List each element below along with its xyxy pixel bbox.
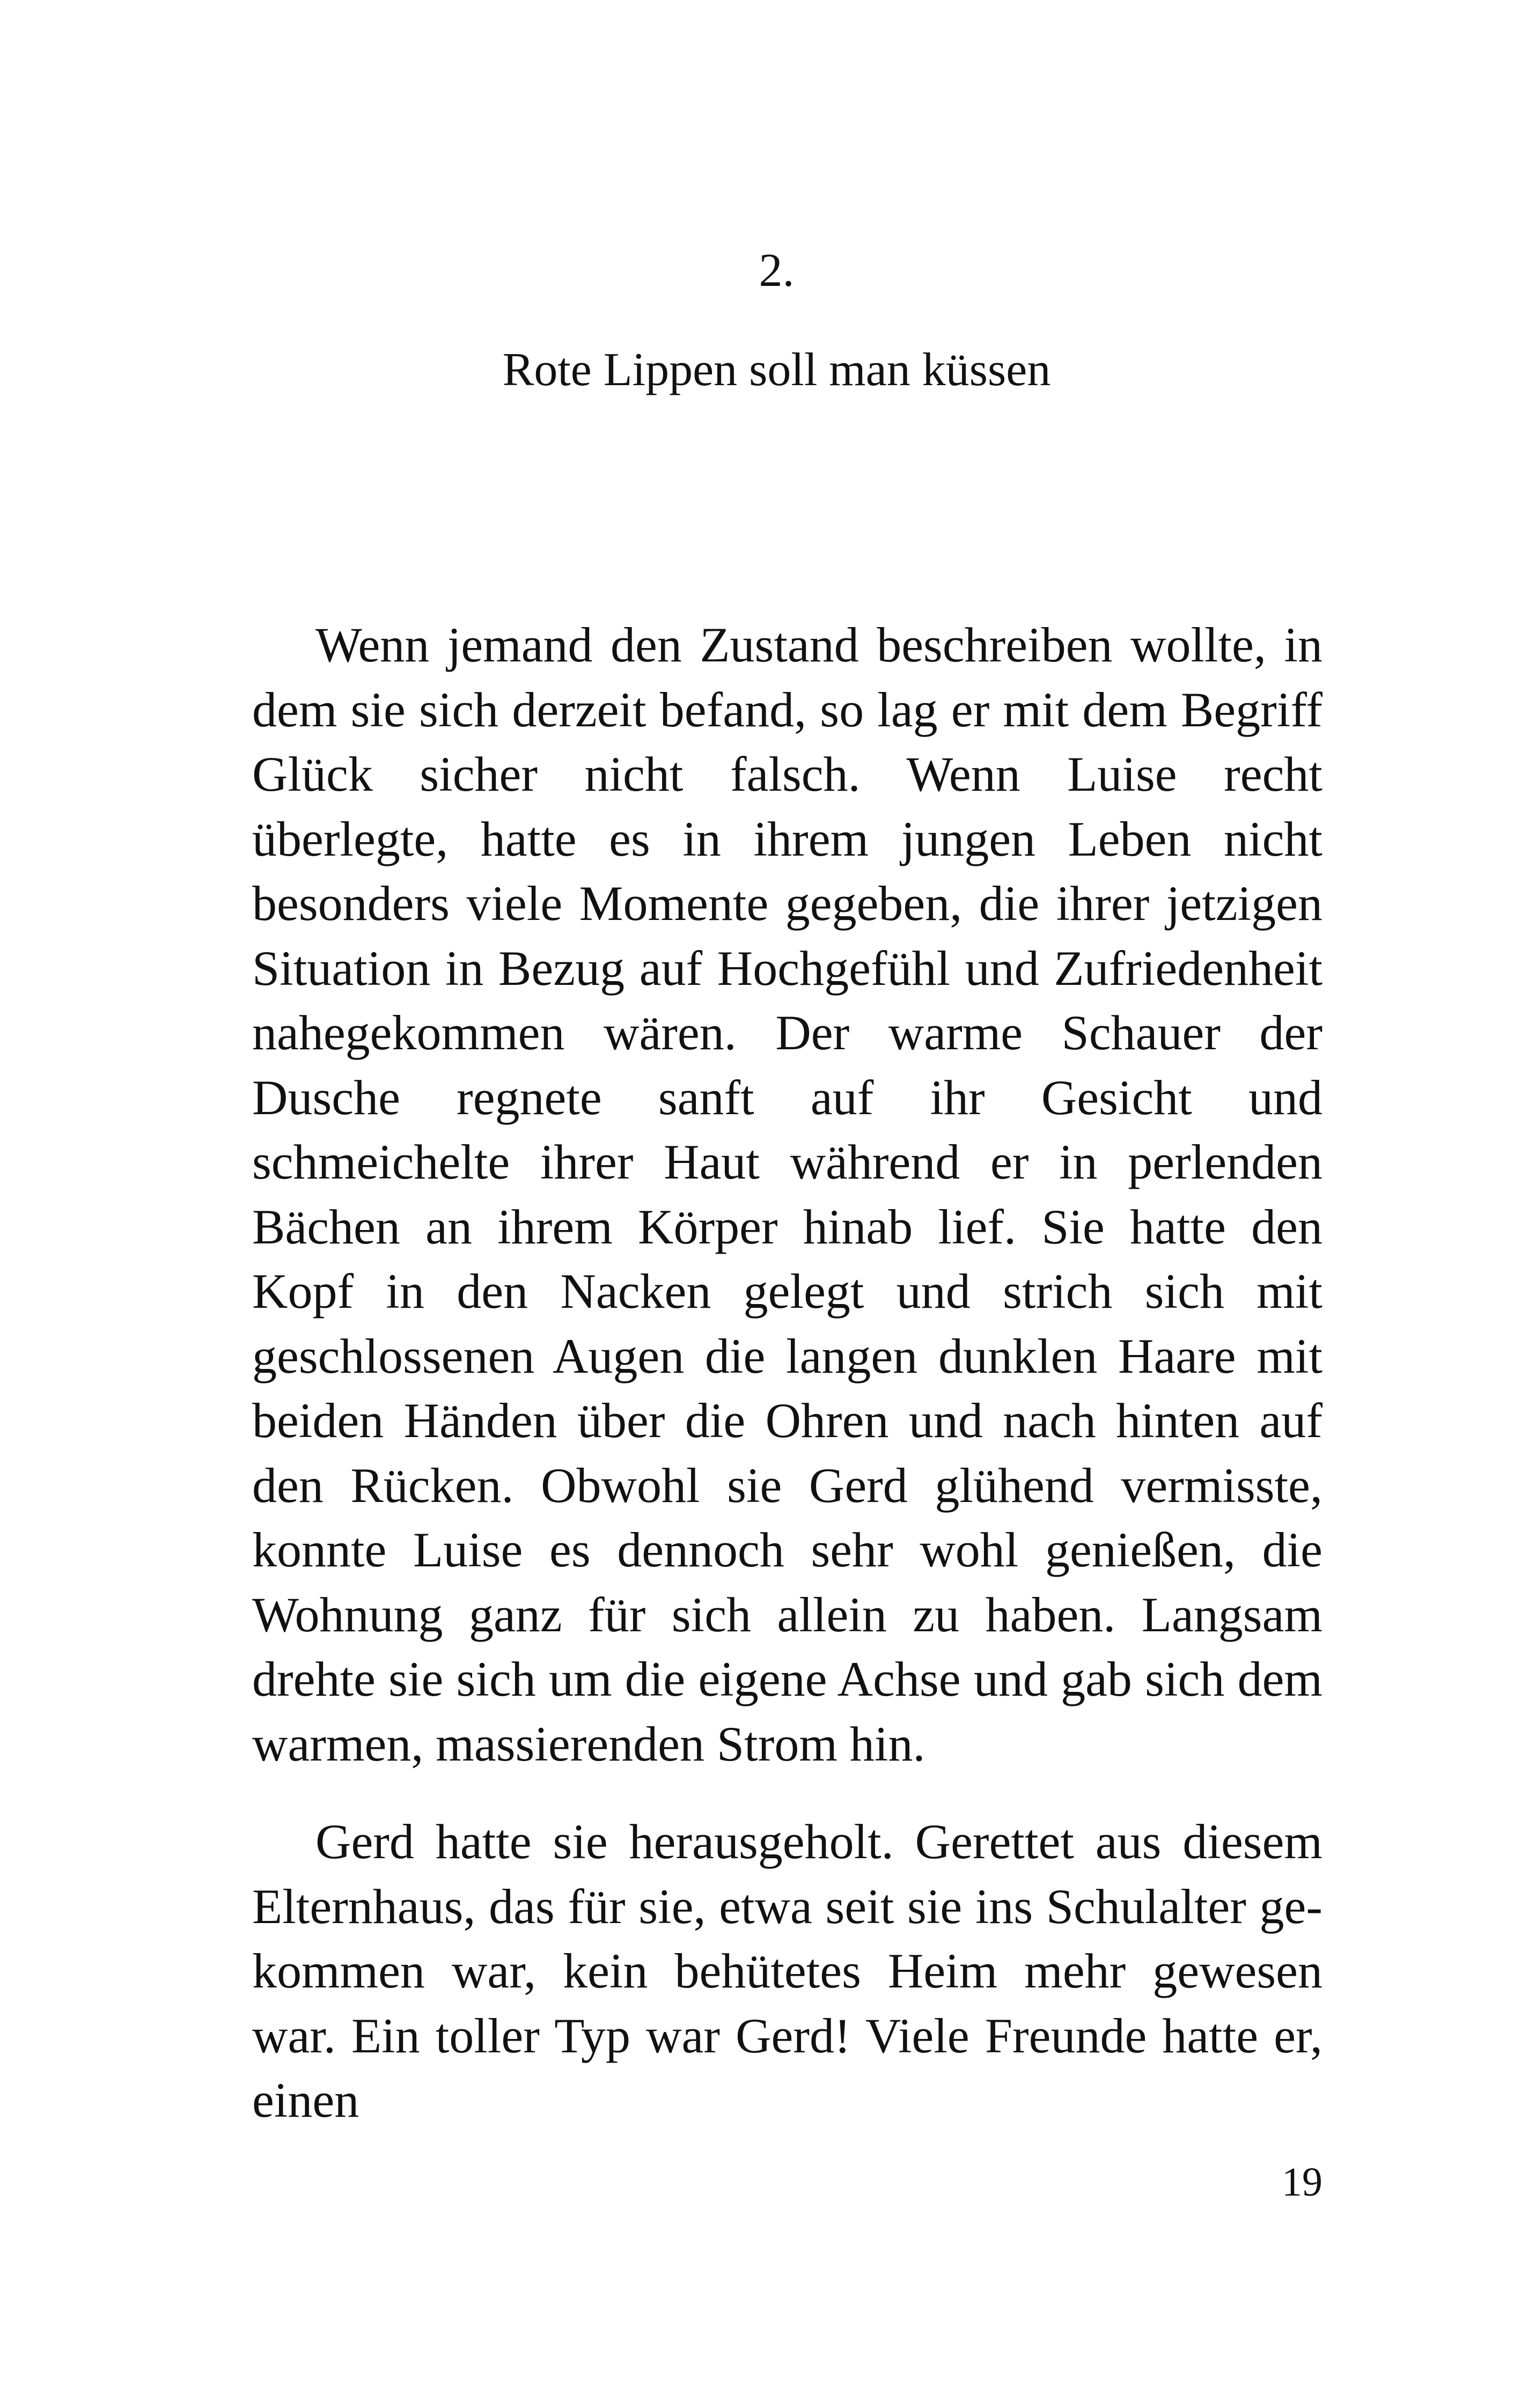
chapter-number: 2. xyxy=(759,245,795,297)
body-text xyxy=(252,613,1322,2133)
paragraph-2: Gerd hatte sie herausgeholt. Gerettet aus diesem Elternhaus, das für sie, etwa seit sie ins Schulalter gekommen war, kein behütetes Heim mehr gewesen war. Ein toller Typ war Gerd! Viele Freunde hatte er, einen xyxy=(252,1814,1322,2127)
paragraph-1: Wenn jemand den Zustand beschreiben wollte, in dem sie sich derzeit befand, so lag er mit dem Begriff Glück sicher nicht falsch. Wenn Luise recht überlegte, hatte es in ihrem jungen Leben nicht besonders viele Momente gegeben, die ihrer jetzigen Situation in Bezug auf Hochgefühl und Zufriedenheit nahegekommen wären. Der warme Schauer der Dusche regnete sanft auf ihr Gesicht und schmeichelte ihrer Haut während er in perlenden Bächen an ihrem Körper hinab lief. Sie hatte den Kopf in den Nacken gelegt und strich sich mit geschlossenen Augen die langen dunklen Haare mit beiden Händen über die Ohren und nach hinten auf den Rücken. Obwohl sie Gerd glühend vermisste, konnte Luise es dennoch sehr wohl genießen, die Wohnung ganz für sich allein zu haben. Langsam drehte sie sich um die eigene Achse und gab sich dem warmen, massierenden Strom hin. xyxy=(252,617,1322,1771)
page-number: 19 xyxy=(1282,2160,1322,2205)
chapter-title: Rote Lippen soll man küssen xyxy=(502,344,1051,396)
